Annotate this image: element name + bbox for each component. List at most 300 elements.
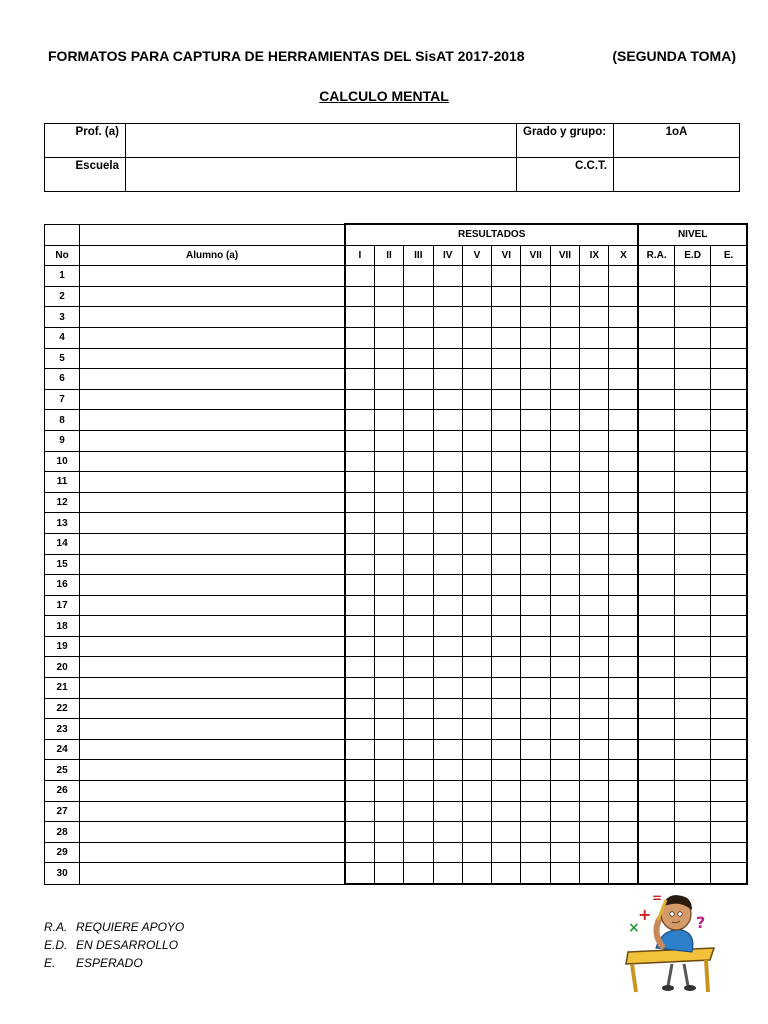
nivel-cell[interactable] [711, 472, 747, 493]
result-cell[interactable] [580, 595, 609, 616]
result-cell[interactable] [433, 781, 462, 802]
nivel-cell[interactable] [638, 389, 674, 410]
result-cell[interactable] [580, 369, 609, 390]
result-cell[interactable] [492, 348, 521, 369]
nivel-cell[interactable] [638, 430, 674, 451]
result-cell[interactable] [404, 327, 433, 348]
nivel-cell[interactable] [711, 348, 747, 369]
result-cell[interactable] [550, 719, 579, 740]
result-cell[interactable] [550, 801, 579, 822]
result-cell[interactable] [521, 348, 550, 369]
result-cell[interactable] [609, 286, 638, 307]
result-cell[interactable] [492, 369, 521, 390]
result-cell[interactable] [374, 760, 403, 781]
alumno-cell[interactable] [80, 822, 345, 843]
result-cell[interactable] [521, 616, 550, 637]
result-cell[interactable] [609, 430, 638, 451]
result-cell[interactable] [404, 781, 433, 802]
alumno-cell[interactable] [80, 348, 345, 369]
nivel-cell[interactable] [711, 492, 747, 513]
result-cell[interactable] [609, 533, 638, 554]
result-cell[interactable] [580, 430, 609, 451]
result-cell[interactable] [374, 636, 403, 657]
result-cell[interactable] [492, 739, 521, 760]
result-cell[interactable] [462, 369, 491, 390]
result-cell[interactable] [580, 286, 609, 307]
result-cell[interactable] [374, 698, 403, 719]
result-cell[interactable] [609, 760, 638, 781]
result-cell[interactable] [609, 410, 638, 431]
nivel-cell[interactable] [711, 657, 747, 678]
result-cell[interactable] [345, 533, 374, 554]
nivel-cell[interactable] [638, 492, 674, 513]
nivel-cell[interactable] [675, 842, 711, 863]
alumno-cell[interactable] [80, 430, 345, 451]
result-cell[interactable] [521, 533, 550, 554]
result-cell[interactable] [462, 822, 491, 843]
result-cell[interactable] [345, 410, 374, 431]
result-cell[interactable] [492, 286, 521, 307]
result-cell[interactable] [580, 616, 609, 637]
result-cell[interactable] [609, 266, 638, 287]
nivel-cell[interactable] [638, 739, 674, 760]
result-cell[interactable] [374, 307, 403, 328]
nivel-cell[interactable] [638, 863, 674, 884]
escuela-field[interactable] [126, 158, 517, 192]
nivel-cell[interactable] [675, 698, 711, 719]
nivel-cell[interactable] [675, 616, 711, 637]
result-cell[interactable] [404, 410, 433, 431]
result-cell[interactable] [345, 369, 374, 390]
result-cell[interactable] [345, 595, 374, 616]
alumno-cell[interactable] [80, 719, 345, 740]
result-cell[interactable] [492, 863, 521, 884]
result-cell[interactable] [433, 369, 462, 390]
result-cell[interactable] [492, 430, 521, 451]
result-cell[interactable] [609, 513, 638, 534]
result-cell[interactable] [462, 616, 491, 637]
result-cell[interactable] [580, 719, 609, 740]
result-cell[interactable] [492, 760, 521, 781]
result-cell[interactable] [374, 781, 403, 802]
nivel-cell[interactable] [675, 451, 711, 472]
result-cell[interactable] [550, 430, 579, 451]
result-cell[interactable] [433, 678, 462, 699]
nivel-cell[interactable] [675, 430, 711, 451]
result-cell[interactable] [345, 822, 374, 843]
result-cell[interactable] [521, 430, 550, 451]
nivel-cell[interactable] [711, 636, 747, 657]
result-cell[interactable] [345, 307, 374, 328]
result-cell[interactable] [580, 410, 609, 431]
result-cell[interactable] [404, 863, 433, 884]
result-cell[interactable] [580, 657, 609, 678]
result-cell[interactable] [462, 389, 491, 410]
nivel-cell[interactable] [638, 307, 674, 328]
nivel-cell[interactable] [675, 307, 711, 328]
result-cell[interactable] [580, 698, 609, 719]
result-cell[interactable] [433, 307, 462, 328]
result-cell[interactable] [374, 595, 403, 616]
result-cell[interactable] [462, 451, 491, 472]
nivel-cell[interactable] [711, 616, 747, 637]
result-cell[interactable] [580, 739, 609, 760]
alumno-cell[interactable] [80, 472, 345, 493]
nivel-cell[interactable] [711, 719, 747, 740]
result-cell[interactable] [462, 698, 491, 719]
result-cell[interactable] [580, 492, 609, 513]
nivel-cell[interactable] [675, 595, 711, 616]
alumno-cell[interactable] [80, 636, 345, 657]
result-cell[interactable] [404, 451, 433, 472]
result-cell[interactable] [433, 410, 462, 431]
nivel-cell[interactable] [711, 369, 747, 390]
nivel-cell[interactable] [638, 595, 674, 616]
result-cell[interactable] [521, 842, 550, 863]
nivel-cell[interactable] [675, 636, 711, 657]
result-cell[interactable] [345, 286, 374, 307]
result-cell[interactable] [492, 678, 521, 699]
result-cell[interactable] [580, 781, 609, 802]
nivel-cell[interactable] [638, 554, 674, 575]
result-cell[interactable] [433, 451, 462, 472]
result-cell[interactable] [609, 595, 638, 616]
result-cell[interactable] [345, 513, 374, 534]
result-cell[interactable] [550, 781, 579, 802]
result-cell[interactable] [492, 410, 521, 431]
nivel-cell[interactable] [675, 266, 711, 287]
result-cell[interactable] [609, 657, 638, 678]
result-cell[interactable] [462, 307, 491, 328]
result-cell[interactable] [609, 348, 638, 369]
result-cell[interactable] [345, 575, 374, 596]
nivel-cell[interactable] [675, 369, 711, 390]
nivel-cell[interactable] [711, 307, 747, 328]
result-cell[interactable] [521, 657, 550, 678]
result-cell[interactable] [550, 760, 579, 781]
result-cell[interactable] [404, 575, 433, 596]
result-cell[interactable] [609, 842, 638, 863]
nivel-cell[interactable] [638, 719, 674, 740]
result-cell[interactable] [345, 348, 374, 369]
nivel-cell[interactable] [711, 327, 747, 348]
nivel-cell[interactable] [675, 533, 711, 554]
alumno-cell[interactable] [80, 616, 345, 637]
result-cell[interactable] [433, 348, 462, 369]
alumno-cell[interactable] [80, 781, 345, 802]
nivel-cell[interactable] [675, 801, 711, 822]
alumno-cell[interactable] [80, 327, 345, 348]
nivel-cell[interactable] [675, 410, 711, 431]
alumno-cell[interactable] [80, 369, 345, 390]
result-cell[interactable] [550, 616, 579, 637]
nivel-cell[interactable] [638, 781, 674, 802]
result-cell[interactable] [550, 575, 579, 596]
result-cell[interactable] [404, 307, 433, 328]
result-cell[interactable] [404, 472, 433, 493]
result-cell[interactable] [433, 266, 462, 287]
result-cell[interactable] [521, 286, 550, 307]
nivel-cell[interactable] [711, 678, 747, 699]
result-cell[interactable] [462, 554, 491, 575]
nivel-cell[interactable] [711, 781, 747, 802]
nivel-cell[interactable] [675, 822, 711, 843]
result-cell[interactable] [492, 781, 521, 802]
alumno-cell[interactable] [80, 410, 345, 431]
alumno-cell[interactable] [80, 842, 345, 863]
nivel-cell[interactable] [638, 327, 674, 348]
result-cell[interactable] [433, 842, 462, 863]
result-cell[interactable] [550, 842, 579, 863]
result-cell[interactable] [609, 801, 638, 822]
result-cell[interactable] [433, 801, 462, 822]
result-cell[interactable] [521, 472, 550, 493]
result-cell[interactable] [345, 739, 374, 760]
result-cell[interactable] [404, 554, 433, 575]
result-cell[interactable] [433, 575, 462, 596]
result-cell[interactable] [492, 822, 521, 843]
result-cell[interactable] [521, 739, 550, 760]
result-cell[interactable] [345, 801, 374, 822]
nivel-cell[interactable] [675, 678, 711, 699]
result-cell[interactable] [374, 348, 403, 369]
result-cell[interactable] [374, 739, 403, 760]
nivel-cell[interactable] [675, 781, 711, 802]
nivel-cell[interactable] [711, 822, 747, 843]
result-cell[interactable] [580, 533, 609, 554]
result-cell[interactable] [580, 801, 609, 822]
result-cell[interactable] [521, 781, 550, 802]
result-cell[interactable] [374, 430, 403, 451]
result-cell[interactable] [580, 554, 609, 575]
result-cell[interactable] [492, 657, 521, 678]
result-cell[interactable] [521, 389, 550, 410]
result-cell[interactable] [404, 842, 433, 863]
nivel-cell[interactable] [675, 657, 711, 678]
result-cell[interactable] [521, 327, 550, 348]
nivel-cell[interactable] [711, 760, 747, 781]
result-cell[interactable] [521, 719, 550, 740]
result-cell[interactable] [550, 678, 579, 699]
result-cell[interactable] [462, 863, 491, 884]
result-cell[interactable] [492, 472, 521, 493]
result-cell[interactable] [550, 863, 579, 884]
result-cell[interactable] [433, 657, 462, 678]
result-cell[interactable] [492, 842, 521, 863]
result-cell[interactable] [345, 554, 374, 575]
nivel-cell[interactable] [675, 554, 711, 575]
nivel-cell[interactable] [711, 266, 747, 287]
nivel-cell[interactable] [675, 863, 711, 884]
result-cell[interactable] [433, 472, 462, 493]
result-cell[interactable] [345, 719, 374, 740]
result-cell[interactable] [609, 678, 638, 699]
result-cell[interactable] [609, 492, 638, 513]
alumno-cell[interactable] [80, 678, 345, 699]
result-cell[interactable] [404, 369, 433, 390]
result-cell[interactable] [345, 266, 374, 287]
result-cell[interactable] [521, 595, 550, 616]
result-cell[interactable] [345, 678, 374, 699]
nivel-cell[interactable] [711, 410, 747, 431]
result-cell[interactable] [550, 389, 579, 410]
alumno-cell[interactable] [80, 863, 345, 884]
nivel-cell[interactable] [711, 698, 747, 719]
alumno-cell[interactable] [80, 595, 345, 616]
result-cell[interactable] [462, 678, 491, 699]
nivel-cell[interactable] [675, 286, 711, 307]
result-cell[interactable] [580, 307, 609, 328]
result-cell[interactable] [462, 348, 491, 369]
result-cell[interactable] [462, 657, 491, 678]
nivel-cell[interactable] [638, 678, 674, 699]
alumno-cell[interactable] [80, 657, 345, 678]
alumno-cell[interactable] [80, 698, 345, 719]
result-cell[interactable] [374, 719, 403, 740]
result-cell[interactable] [462, 719, 491, 740]
alumno-cell[interactable] [80, 513, 345, 534]
nivel-cell[interactable] [638, 801, 674, 822]
result-cell[interactable] [580, 266, 609, 287]
result-cell[interactable] [345, 781, 374, 802]
result-cell[interactable] [345, 616, 374, 637]
result-cell[interactable] [550, 698, 579, 719]
nivel-cell[interactable] [638, 842, 674, 863]
result-cell[interactable] [609, 698, 638, 719]
nivel-cell[interactable] [675, 719, 711, 740]
alumno-cell[interactable] [80, 307, 345, 328]
result-cell[interactable] [492, 266, 521, 287]
result-cell[interactable] [404, 286, 433, 307]
nivel-cell[interactable] [638, 472, 674, 493]
result-cell[interactable] [609, 719, 638, 740]
result-cell[interactable] [404, 513, 433, 534]
result-cell[interactable] [404, 492, 433, 513]
alumno-cell[interactable] [80, 554, 345, 575]
result-cell[interactable] [521, 513, 550, 534]
nivel-cell[interactable] [675, 327, 711, 348]
result-cell[interactable] [462, 430, 491, 451]
result-cell[interactable] [374, 801, 403, 822]
result-cell[interactable] [374, 286, 403, 307]
result-cell[interactable] [433, 533, 462, 554]
result-cell[interactable] [433, 430, 462, 451]
result-cell[interactable] [345, 636, 374, 657]
result-cell[interactable] [345, 451, 374, 472]
nivel-cell[interactable] [675, 739, 711, 760]
result-cell[interactable] [374, 554, 403, 575]
result-cell[interactable] [433, 636, 462, 657]
result-cell[interactable] [550, 348, 579, 369]
result-cell[interactable] [345, 657, 374, 678]
result-cell[interactable] [462, 492, 491, 513]
nivel-cell[interactable] [638, 533, 674, 554]
nivel-cell[interactable] [675, 575, 711, 596]
result-cell[interactable] [521, 678, 550, 699]
result-cell[interactable] [550, 657, 579, 678]
result-cell[interactable] [550, 307, 579, 328]
result-cell[interactable] [550, 636, 579, 657]
result-cell[interactable] [550, 739, 579, 760]
result-cell[interactable] [550, 286, 579, 307]
result-cell[interactable] [374, 266, 403, 287]
alumno-cell[interactable] [80, 389, 345, 410]
result-cell[interactable] [580, 575, 609, 596]
result-cell[interactable] [521, 492, 550, 513]
result-cell[interactable] [433, 327, 462, 348]
result-cell[interactable] [550, 472, 579, 493]
result-cell[interactable] [345, 842, 374, 863]
result-cell[interactable] [521, 760, 550, 781]
result-cell[interactable] [345, 492, 374, 513]
nivel-cell[interactable] [711, 389, 747, 410]
result-cell[interactable] [492, 801, 521, 822]
nivel-cell[interactable] [638, 369, 674, 390]
result-cell[interactable] [404, 616, 433, 637]
result-cell[interactable] [492, 492, 521, 513]
result-cell[interactable] [404, 533, 433, 554]
result-cell[interactable] [580, 327, 609, 348]
result-cell[interactable] [492, 327, 521, 348]
result-cell[interactable] [404, 822, 433, 843]
result-cell[interactable] [374, 472, 403, 493]
result-cell[interactable] [404, 678, 433, 699]
nivel-cell[interactable] [638, 266, 674, 287]
nivel-cell[interactable] [711, 863, 747, 884]
result-cell[interactable] [609, 863, 638, 884]
result-cell[interactable] [404, 719, 433, 740]
result-cell[interactable] [550, 595, 579, 616]
result-cell[interactable] [521, 575, 550, 596]
result-cell[interactable] [462, 595, 491, 616]
result-cell[interactable] [492, 513, 521, 534]
result-cell[interactable] [550, 822, 579, 843]
result-cell[interactable] [404, 430, 433, 451]
result-cell[interactable] [609, 327, 638, 348]
result-cell[interactable] [550, 533, 579, 554]
nivel-cell[interactable] [638, 410, 674, 431]
result-cell[interactable] [374, 410, 403, 431]
nivel-cell[interactable] [711, 595, 747, 616]
alumno-cell[interactable] [80, 739, 345, 760]
nivel-cell[interactable] [711, 575, 747, 596]
result-cell[interactable] [580, 842, 609, 863]
result-cell[interactable] [374, 575, 403, 596]
result-cell[interactable] [609, 822, 638, 843]
result-cell[interactable] [550, 513, 579, 534]
result-cell[interactable] [550, 266, 579, 287]
result-cell[interactable] [609, 307, 638, 328]
result-cell[interactable] [374, 327, 403, 348]
result-cell[interactable] [492, 636, 521, 657]
nivel-cell[interactable] [711, 513, 747, 534]
nivel-cell[interactable] [711, 451, 747, 472]
result-cell[interactable] [404, 801, 433, 822]
result-cell[interactable] [462, 266, 491, 287]
result-cell[interactable] [374, 533, 403, 554]
nivel-cell[interactable] [638, 822, 674, 843]
result-cell[interactable] [609, 575, 638, 596]
result-cell[interactable] [492, 451, 521, 472]
alumno-cell[interactable] [80, 451, 345, 472]
result-cell[interactable] [580, 513, 609, 534]
result-cell[interactable] [609, 739, 638, 760]
result-cell[interactable] [609, 554, 638, 575]
alumno-cell[interactable] [80, 575, 345, 596]
result-cell[interactable] [345, 389, 374, 410]
result-cell[interactable] [462, 801, 491, 822]
result-cell[interactable] [521, 863, 550, 884]
